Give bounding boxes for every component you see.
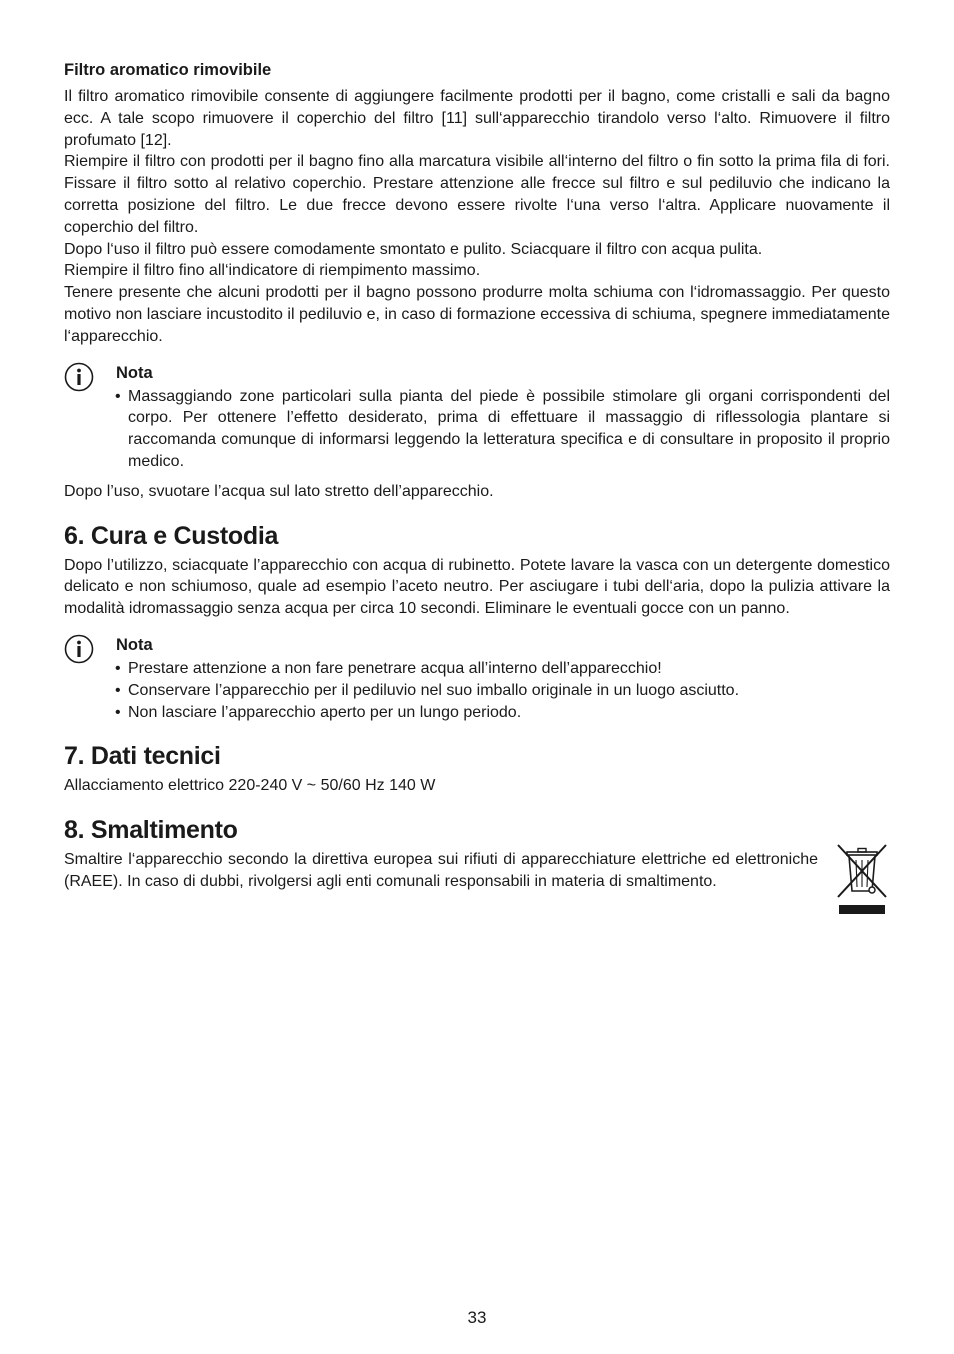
section-6-text: Dopo l’utilizzo, sciacquate l’apparecchio con acqua di rubinetto. Potete lavare la vasca con un detergente domestico delicato e non schiumoso, quale ad esempio l’aceto neutro. Per asciugare i tubi dell‘aria, dopo la pulizia attivare la modalità idromassaggio senza acqua per circa 10 secondi. Eliminare le eventuali gocce con un panno.: [64, 556, 890, 618]
weee-crossed-bin-icon: [834, 843, 890, 917]
filter-title: Filtro aromatico rimovibile: [64, 61, 272, 79]
note-block-1: [64, 362, 890, 473]
section-8-text: Smaltire l‘apparecchio secondo la direttiva europea sui rifiuti di apparecchiature elettriche ed elettroniche (RAEE). In caso di dubbi, rivolgersi agli enti comunali responsabili in materia di smaltimento.: [64, 851, 818, 890]
filter-paragraph-3: Dopo l‘uso il filtro può essere comodamente smontato e pulito. Sciacquare il filtro con acqua pulita.: [64, 240, 763, 258]
list-item: • Conservare l’apparecchio per il pediluvio nel suo imballo originale in un luogo asciutto.: [115, 681, 740, 699]
note-title: Nota: [116, 363, 153, 382]
note-list: [116, 386, 890, 473]
section-6-heading: 6. Cura e Custodia: [64, 521, 279, 550]
note-title: Nota: [116, 635, 153, 654]
info-icon: [64, 634, 94, 664]
info-icon: [64, 362, 94, 392]
list-item: • Prestare attenzione a non fare penetrare acqua all’interno dell’apparecchio!: [115, 659, 662, 677]
list-item-text: Conservare l’apparecchio per il pediluvio nel suo imballo originale in un luogo asciutto.: [128, 681, 740, 699]
list-item: • Non lasciare l’apparecchio aperto per un lungo periodo.: [115, 703, 522, 721]
page-number: 33: [467, 1308, 487, 1327]
filter-section: [64, 60, 890, 348]
filter-paragraph-2: Riempire il filtro con prodotti per il bagno fino alla marcatura visibile all‘interno del filtro o fin sotto la prima fila di fori. Fissare il filtro sotto al relativo coperchio. Prestare attenzione alle frecce sul filtro e sul pediluvio che indicano la corretta posizione del filtro. Le due frecce devono essere rivolte l‘una verso l‘altra. Applicare nuovamente il coperchio del filtro.: [64, 153, 890, 236]
note-list: [116, 658, 890, 723]
disposal-block: [64, 849, 890, 893]
list-item-text: Non lasciare l’apparecchio aperto per un lungo periodo.: [128, 703, 522, 721]
filter-paragraph-4: Riempire il filtro fino all‘indicatore di riempimento massimo.: [64, 262, 481, 280]
list-item-text: Prestare attenzione a non fare penetrare acqua all’interno dell’apparecchio!: [128, 659, 662, 677]
list-item-text: Massaggiando zone particolari sulla pianta del piede è possibile stimolare gli organi corrispondenti del corpo. Per ottenere l’effetto desiderato, prima di effettuare il massaggio di riflessologia plantare si raccomanda comunque di informarsi leggendo la letteratura specifica e di consultare in proposito il proprio medico.: [128, 387, 890, 470]
note-block-2: [64, 634, 890, 723]
filter-paragraph-5: Tenere presente che alcuni prodotti per il bagno possono produrre molta schiuma con l‘idromassaggio. Per questo motivo non lasciare incustodito il pediluvio e, in caso di formazione eccessiva di schiuma, spegnere immediatamente l‘apparecchio.: [64, 284, 890, 345]
section-7-heading: 7. Dati tecnici: [64, 742, 221, 771]
section-7-text: Allacciamento elettrico 220-240 V ~ 50/60 Hz 140 W: [64, 777, 436, 795]
list-item: • Massaggiando zone particolari sulla pianta del piede è possibile stimolare gli organi corrispondenti del corpo. Per ottenere l’effetto desiderato, prima di effettuare il massaggio di riflessologia plantare si raccomanda comunque di informarsi leggendo la letteratura specifica e di consultare in proposito il proprio medico.: [115, 387, 890, 470]
usage-note: Dopo l’uso, svuotare l’acqua sul lato stretto dell’apparecchio.: [64, 482, 494, 500]
section-8-heading: 8. Smaltimento: [64, 816, 238, 845]
filter-paragraph-1: Il filtro aromatico rimovibile consente di aggiungere facilmente prodotti per il bagno, come cristalli e sali da bagno ecc. A tale scopo rimuovere il coperchio del filtro [11] sull‘apparecchio tirandolo verso l‘alto. Rimuovere il filtro profumato [12].: [64, 88, 890, 149]
